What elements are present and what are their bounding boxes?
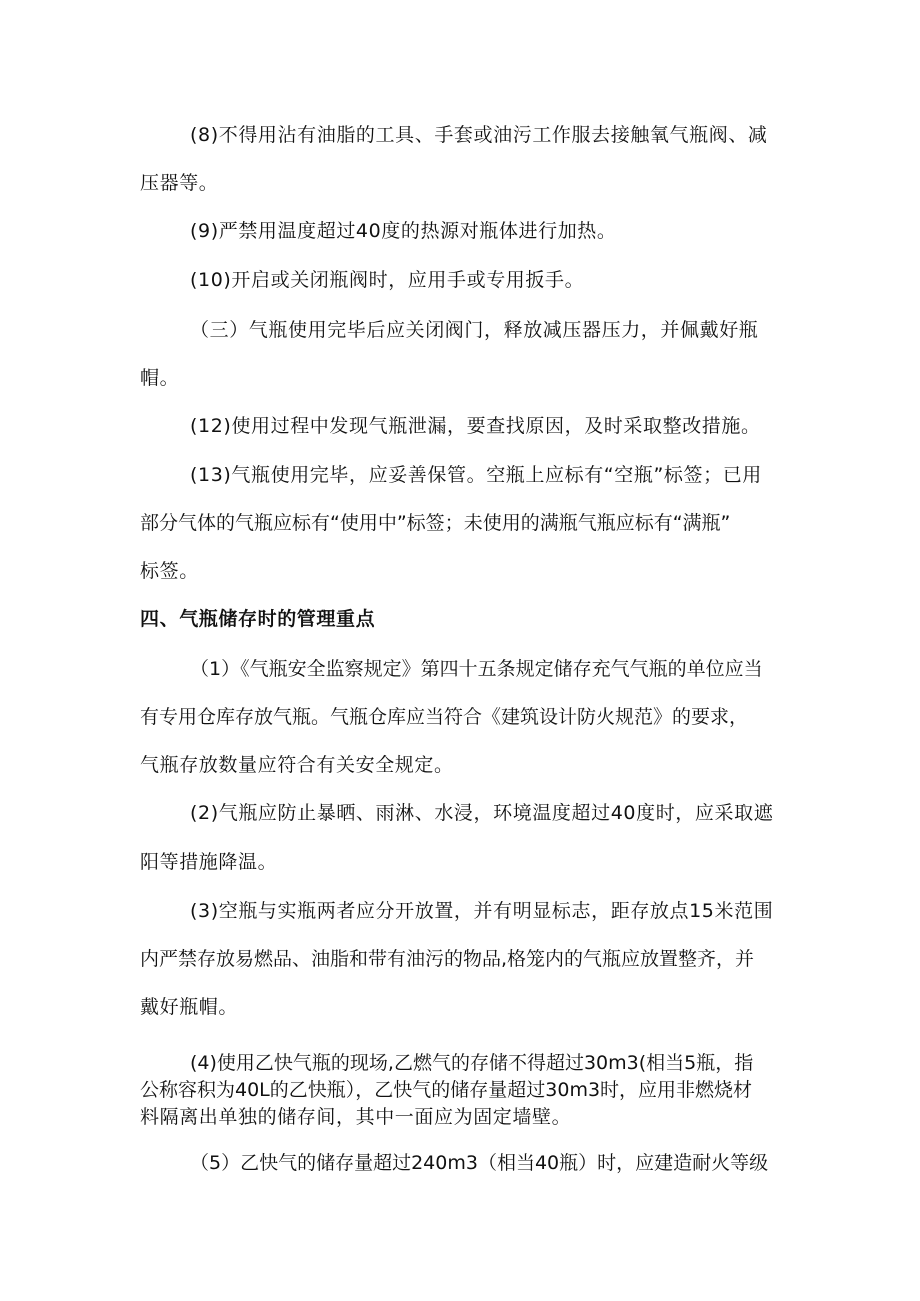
- item-13-line-2: 部分气体的气瓶应标有“使用中”标签；未使用的满瓶气瓶应标有“满瓶”: [140, 512, 731, 534]
- item-11-line-2: 帽。: [140, 367, 180, 389]
- item-13-line-1: (13)气瓶使用完毕，应妥善保管。空瓶上应标有“空瓶”标签；已用: [190, 464, 762, 486]
- item-10-line-1: (10)开启或关闭瓶阀时，应用手或专用扳手。: [190, 269, 585, 291]
- item-8-line-2: 压器等。: [140, 172, 219, 194]
- section-4-item-4-line-3: 料隔离出单独的储存间，其中一面应为固定墙壁。: [140, 1106, 572, 1128]
- section-4-item-4-line-1: (4)使用乙快气瓶的现场,乙燃气的存储不得超过30m3(相当5瓶，指: [190, 1052, 754, 1074]
- item-13-line-3: 标签。: [140, 560, 199, 582]
- section-4-item-2-line-2: 阳等措施降温。: [140, 851, 278, 873]
- section-4-item-3-line-1: (3)空瓶与实瓶两者应分开放置，并有明显标志，距存放点15米范围: [190, 900, 774, 922]
- item-8-line-1: (8)不得用沾有油脂的工具、手套或油污工作服去接触氧气瓶阀、减: [190, 124, 768, 146]
- item-12-line-1: (12)使用过程中发现气瓶泄漏，要查找原因，及时采取整改措施。: [190, 415, 761, 437]
- section-4-item-4-line-2: 公称容积为40L的乙快瓶），乙快气的储存量超过30m3时，应用非燃烧材: [140, 1079, 753, 1101]
- section-4-item-3-line-2: 内严禁存放易燃品、油脂和带有油污的物品,格笼内的气瓶应放置整齐，并: [140, 948, 755, 970]
- section-4-item-2-line-1: (2)气瓶应防止暴晒、雨淋、水浸，环境温度超过40度时，应采取遮: [190, 802, 774, 824]
- item-9-line-1: (9)严禁用温度超过40度的热源对瓶体进行加热。: [190, 220, 617, 242]
- item-11-line-1: （三）气瓶使用完毕后应关闭阀门，释放减压器压力，并佩戴好瓶: [190, 319, 759, 341]
- section-4-item-3-line-3: 戴好瓶帽。: [140, 996, 239, 1018]
- section-4-heading: 四、气瓶储存时的管理重点: [140, 608, 376, 630]
- section-4-item-1-line-1: （1）《气瓶安全监察规定》第四十五条规定储存充气气瓶的单位应当: [190, 658, 763, 680]
- section-4-item-1-line-3: 气瓶存放数量应符合有关安全规定。: [140, 754, 454, 776]
- section-4-item-5-line-1: （5）乙快气的储存量超过240m3（相当40瓶）时，应建造耐火等级: [190, 1152, 769, 1174]
- section-4-item-1-line-2: 有专用仓库存放气瓶。气瓶仓库应当符合《建筑设计防火规范》的要求，: [140, 706, 749, 728]
